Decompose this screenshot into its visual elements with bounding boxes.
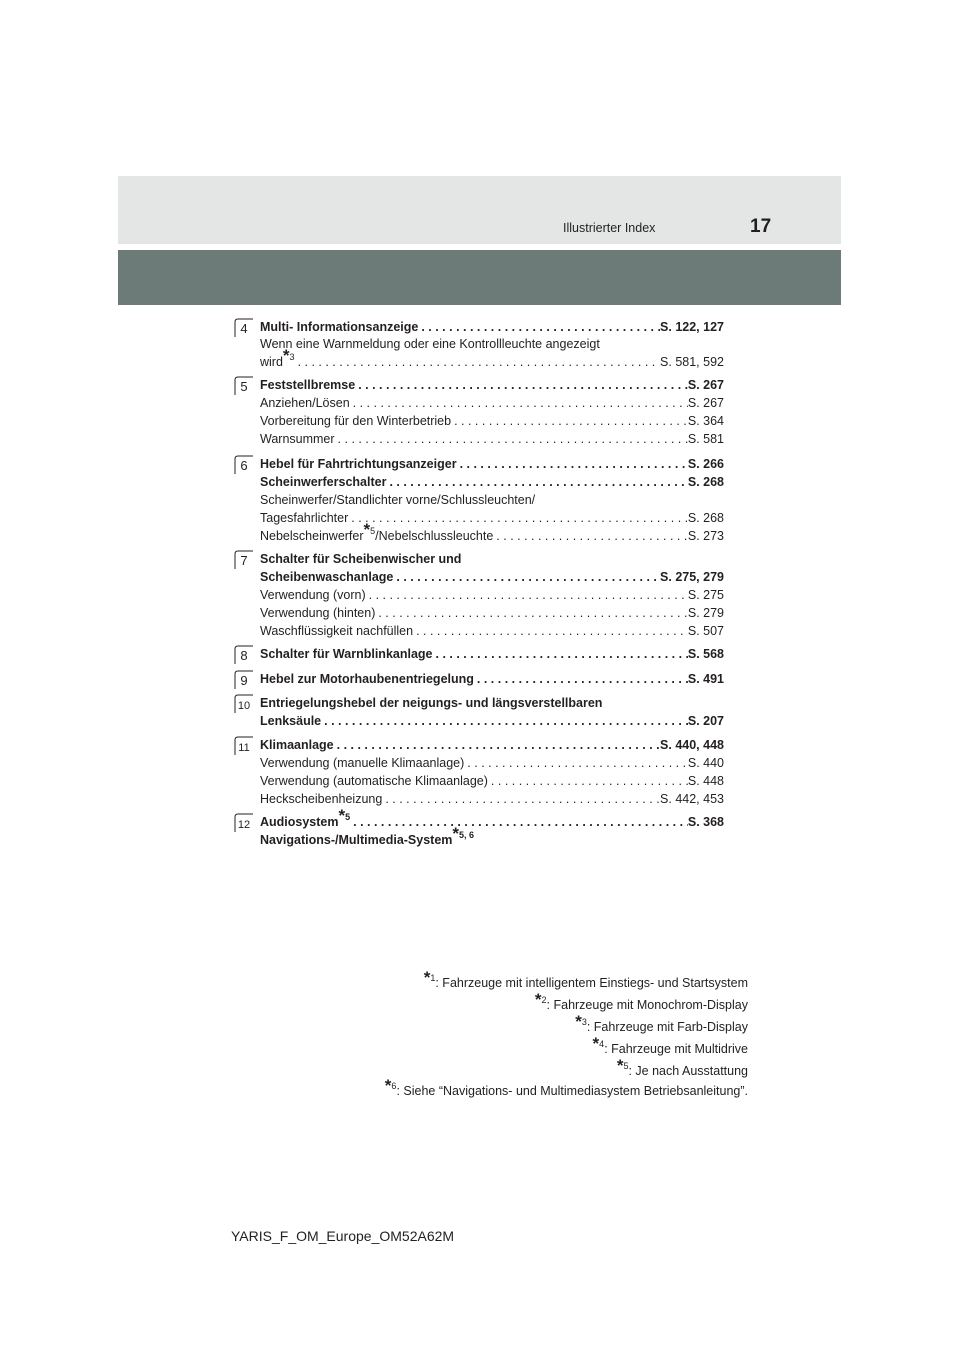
footnote: *$^4$: Fahrzeuge mit Multidrive (592, 1034, 748, 1056)
svg-text:8: 8 (240, 648, 248, 663)
entry-row[interactable]: Nebelscheinwerfer*$^5$/Nebelschlussleuchte . . . S. 273 (260, 527, 724, 545)
section-title: Illustrierter Index (563, 221, 656, 235)
entry-text: Scheinwerfer/Standlichter vorne/Schlussleuchten/ (260, 493, 536, 507)
entry-row[interactable]: Verwendung (manuelle Klimaanlage) . . . S. 440 (260, 754, 724, 772)
footnote: *$^5$: Je nach Ausstattung (616, 1056, 748, 1078)
entry-row[interactable]: Tagesfahrlichter . . . S. 268 (260, 509, 724, 527)
entry-row[interactable]: Lenksäule . . . S. 207 (260, 712, 724, 730)
footnote: *$^6$: Siehe “Navigations- und Multimediasystem Betriebsanleitung”. (384, 1076, 748, 1098)
entry-row[interactable]: Audiosystem*$^5$ . . . S. 368 (260, 813, 724, 831)
svg-text:10: 10 (237, 700, 251, 712)
footnote: *$^3$: Fahrzeuge mit Farb-Display (575, 1012, 748, 1034)
number-marker-icon (234, 645, 253, 664)
entry-row[interactable]: Waschflüssigkeit nachfüllen . . . S. 507 (260, 622, 724, 640)
entry-row[interactable]: Vorbereitung für den Winterbetrieb . . . S. 364 (260, 412, 724, 430)
entry-row[interactable]: Warnsummer . . . S. 581 (260, 430, 724, 448)
number-marker-icon (234, 694, 253, 713)
entry-text: Entriegelungshebel der neigungs- und längsverstellbaren (260, 696, 603, 710)
entry-row[interactable]: Schalter für Warnblinkanlage . . . S. 568 (260, 645, 724, 663)
entry-row[interactable]: Hebel zur Motorhaubenentriegelung . . . S. 491 (260, 670, 724, 688)
entry-row[interactable]: Scheinwerferschalter . . . S. 268 (260, 473, 724, 491)
svg-text:9: 9 (240, 673, 248, 688)
svg-text:7: 7 (240, 553, 248, 568)
header-band-dark (118, 250, 841, 305)
number-marker-icon (234, 455, 253, 474)
footnote: *$^1$: Fahrzeuge mit intelligentem Einstiegs- und Startsystem (423, 968, 748, 990)
header-band-light (118, 176, 841, 244)
entry-row[interactable]: Anziehen/Lösen . . . S. 267 (260, 394, 724, 412)
number-marker-icon (234, 318, 253, 337)
page-number: 17 (750, 216, 772, 237)
entry-row[interactable]: Verwendung (vorn) . . . S. 275 (260, 586, 724, 604)
entry-row[interactable]: Verwendung (automatische Klimaanlage) . . . S. 448 (260, 772, 724, 790)
entry-row[interactable]: Hebel für Fahrtrichtungsanzeiger . . . S. 266 (260, 455, 724, 473)
entry-text: Navigations-/Multimedia-System*$^{5, 6}$ (260, 824, 475, 847)
number-marker-icon (234, 813, 253, 832)
entry-row[interactable]: Verwendung (hinten) . . . S. 279 (260, 604, 724, 622)
entry-row[interactable]: Feststellbremse . . . S. 267 (260, 376, 724, 394)
entry-row[interactable]: Scheibenwaschanlage . . . S. 275, 279 (260, 568, 724, 586)
svg-text:6: 6 (240, 458, 248, 473)
footnote: *$^2$: Fahrzeuge mit Monochrom-Display (534, 990, 748, 1012)
svg-text:5: 5 (240, 379, 248, 394)
document-code: YARIS_F_OM_Europe_OM52A62M (231, 1228, 455, 1244)
entry-row[interactable]: Klimaanlage . . . S. 440, 448 (260, 736, 724, 754)
svg-text:4: 4 (240, 321, 248, 336)
number-marker-icon (234, 550, 253, 569)
entry-row[interactable]: Multi- Informationsanzeige . . . S. 122, 127 (260, 318, 724, 336)
number-marker-icon (234, 736, 253, 755)
svg-text:12: 12 (237, 819, 251, 831)
entry-row[interactable]: wird*$^3$ . . . S. 581, 592 (260, 353, 724, 371)
entry-text: Wenn eine Warnmeldung oder eine Kontrollleuchte angezeigt (260, 337, 600, 351)
entry-row[interactable]: Heckscheibenheizung . . . S. 442, 453 (260, 790, 724, 808)
svg-text:11: 11 (238, 742, 250, 754)
number-marker-icon (234, 376, 253, 395)
entry-text: Schalter für Scheibenwischer und (260, 552, 462, 566)
number-marker-icon (234, 670, 253, 689)
